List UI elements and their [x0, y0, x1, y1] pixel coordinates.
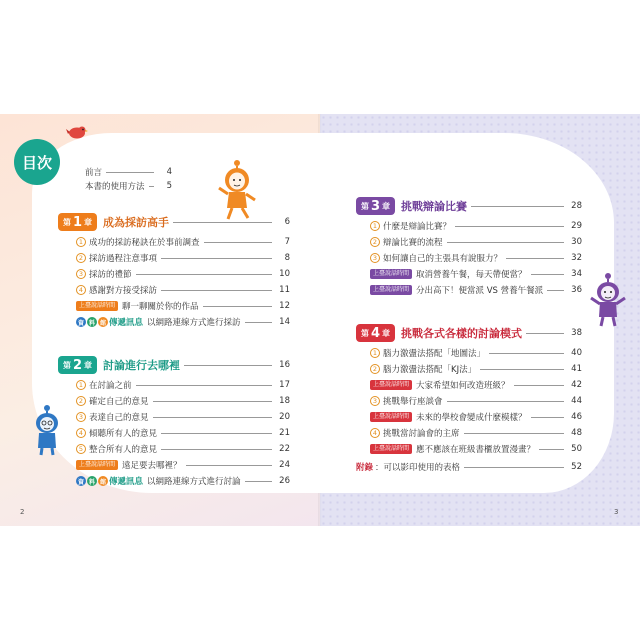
- chapter-1-heading[interactable]: [58, 211, 290, 233]
- toc-entry[interactable]: 4 傾聽所有人的意見 21: [76, 426, 290, 440]
- chapter-title: 挑戰辯論比賽: [401, 200, 468, 213]
- toc-entry[interactable]: 資 料 館 傳遞訊息 以網路連線方式進行採訪 14: [77, 317, 290, 328]
- toc-entry[interactable]: 1 什麼是辯論比賽？ 29: [370, 219, 582, 233]
- toc-entry[interactable]: 2 腦力激盪法搭配「KJ法」 41: [370, 362, 582, 376]
- chapter-page: 28: [571, 201, 582, 211]
- purple-character-illustration: [588, 272, 628, 328]
- speaking-time-tag: 上臺說話時間: [370, 444, 412, 454]
- speaking-time-tag: 上臺說話時間: [370, 285, 412, 295]
- chapter-title: 討論進行去哪裡: [103, 359, 181, 372]
- toc-entry[interactable]: 2 辯論比賽的流程 30: [370, 235, 582, 249]
- toc-entry[interactable]: 上臺說話時間 未來的學校會變成什麼模樣？ 46: [370, 410, 582, 424]
- chapter-page: 16: [279, 360, 290, 370]
- toc-entry[interactable]: 上臺說話時間 應不應該在班級書櫃放置漫畫？ 50: [370, 442, 582, 456]
- toc-entry[interactable]: 資 料 館 傳遞訊息 以網路連線方式進行討論 26: [77, 476, 290, 487]
- chapter-2-badge: 第 2 章: [58, 356, 97, 374]
- appendix-entry[interactable]: 附錄 ：可以影印使用的表格 52: [356, 462, 582, 473]
- toc-entry[interactable]: 5 整合所有人的意見 22: [76, 442, 290, 456]
- chapter-page: 6: [284, 217, 290, 227]
- toc-entry[interactable]: 3 如何讓自己的主張具有說服力？ 32: [370, 251, 582, 265]
- toc-entry[interactable]: 上臺說話時間 取消營養午餐，每天帶便當？ 34: [370, 267, 582, 281]
- chapter-4-heading[interactable]: [356, 322, 582, 344]
- toc-entry[interactable]: 上臺說話時間 分出高下！便當派 VS 營養午餐派 36: [370, 283, 582, 297]
- chapter-2-heading[interactable]: [58, 354, 290, 376]
- chapter-3-badge: 第 3 章: [356, 197, 395, 215]
- toc-entry[interactable]: 3 表達自己的意見 20: [76, 410, 290, 424]
- toc-entry[interactable]: 上臺說話時間 大家希望如何改造班級？ 42: [370, 378, 582, 392]
- toc-entry[interactable]: 2 採訪過程注意事項 8: [76, 251, 290, 265]
- speaking-time-tag: 上臺說話時間: [370, 412, 412, 422]
- chapter-page: 38: [571, 328, 582, 338]
- toc-entry[interactable]: 1 成功的採訪秘訣在於事前調查 7: [76, 235, 290, 249]
- bird-icon: [66, 124, 88, 140]
- chapter-1-badge: 第 1 章: [58, 213, 97, 231]
- speaking-time-tag: 上臺說話時間: [370, 269, 412, 279]
- book-spread: [0, 114, 640, 526]
- toc-entry[interactable]: 3 採訪的禮節 10: [76, 267, 290, 281]
- toc-entry[interactable]: 4 感謝對方接受採訪 11: [76, 283, 290, 297]
- blue-character-illustration: [30, 404, 64, 456]
- toc-title-badge: 目次: [14, 139, 60, 185]
- front-entry[interactable]: 前言 4: [85, 167, 172, 178]
- toc-entry[interactable]: 上臺說話時間 聊一聊關於你的作品 12: [76, 299, 290, 313]
- toc-entry[interactable]: 1 腦力激盪法搭配「地圖法」 40: [370, 346, 582, 360]
- front-entry[interactable]: 本書的使用方法 5: [85, 181, 172, 192]
- toc-entry[interactable]: 上臺說話時間 遠足要去哪裡？ 24: [76, 458, 290, 472]
- chapter-title: 挑戰各式各樣的討論模式: [401, 327, 523, 340]
- chapter-title: 成為採訪高手: [103, 216, 170, 229]
- speaking-time-tag: 上臺說話時間: [76, 460, 118, 470]
- chapter-4-badge: 第 4 章: [356, 324, 395, 342]
- speaking-time-tag: 上臺說話時間: [76, 301, 118, 311]
- page-number-right: 3: [614, 508, 619, 516]
- toc-entry[interactable]: 1 在討論之前 17: [76, 378, 290, 392]
- chapter-3-heading[interactable]: [356, 195, 582, 217]
- speaking-time-tag: 上臺說話時間: [370, 380, 412, 390]
- toc-entry[interactable]: 4 挑戰當討論會的主席 48: [370, 426, 582, 440]
- toc-entry[interactable]: 3 挑戰舉行座談會 44: [370, 394, 582, 408]
- toc-entry[interactable]: 2 確定自己的意見 18: [76, 394, 290, 408]
- page-number-left: 2: [20, 508, 25, 516]
